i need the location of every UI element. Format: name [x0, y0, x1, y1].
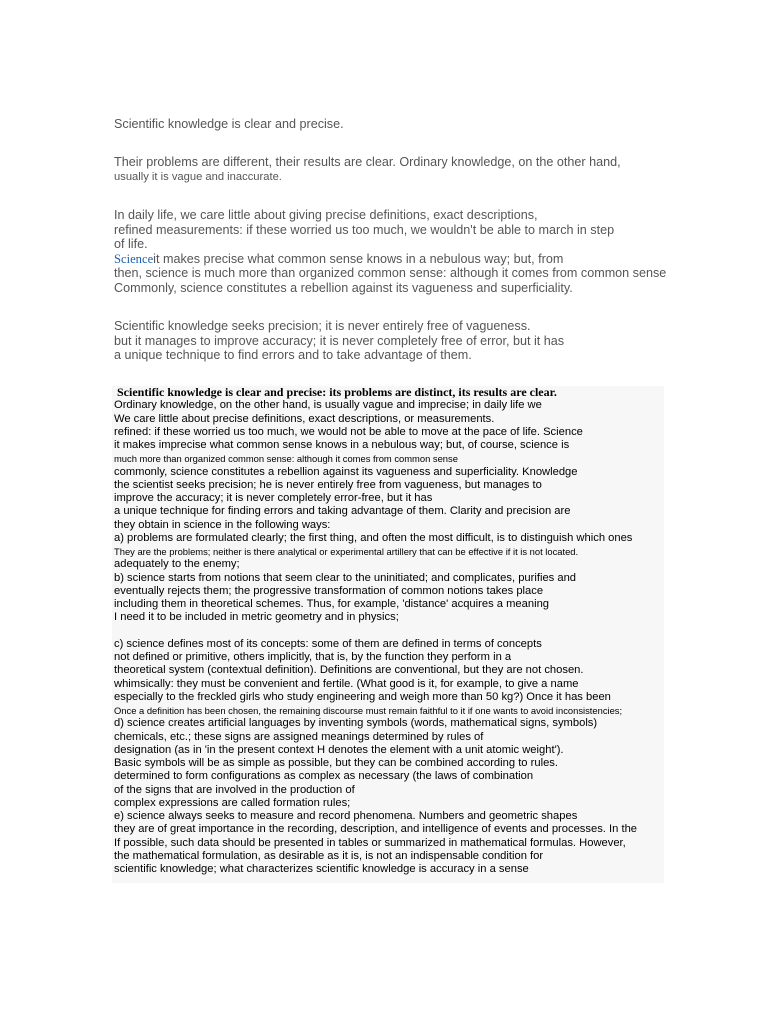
- passage-line: I need it to be included in metric geometry and in physics;: [114, 611, 399, 624]
- passage-line: the scientist seeks precision; he is never entirely free from vagueness, but manages to: [114, 478, 542, 491]
- passage-line: complex expressions are called formation rules;: [114, 796, 351, 809]
- passage-line: not defined or primitive, others implicitly, that is, by the function they perform in a: [114, 651, 512, 663]
- passage-line: eventually rejects them; the progressive transformation of common notions takes place: [114, 584, 544, 597]
- passage-line: they are of great importance in the recording, description, and intelligence of events and processes. In the: [114, 823, 638, 836]
- passage-line: b) science starts from notions that seem clear to the uninitiated; and complicates, purifies and: [114, 571, 577, 584]
- text-line: In daily life, we care little about giving precise definitions, exact descriptions,: [114, 208, 538, 222]
- passage-line: e) science always seeks to measure and record phenomena. Numbers and geometric shapes: [114, 810, 578, 822]
- quoted-passage-box: [112, 386, 664, 883]
- passage-line: especially to the freckled girls who study engineering and weigh more than 50 kg?) Once it has been: [114, 690, 611, 703]
- text-line: then, science is much more than organized common sense: although it comes from common sense: [114, 266, 667, 281]
- intro-paragraph-2: [114, 155, 621, 184]
- passage-line: c) science defines most of its concepts: some of them are defined in terms of concepts: [114, 637, 542, 650]
- passage-line: theoretical system (contextual definition). Definitions are conventional, but they are not chosen.: [114, 664, 584, 677]
- passage-line: improve the accuracy; it is never completely error-free, but it has: [114, 492, 433, 504]
- text-line: Their problems are different, their results are clear. Ordinary knowledge, on the other hand,: [114, 155, 621, 169]
- passage-line: designation (as in 'in the present context H denotes the element with a unit atomic weight').: [114, 743, 564, 756]
- passage-line: a unique technique for finding errors and taking advantage of them. Clarity and precision are: [114, 505, 571, 518]
- text-line: Commonly, science constitutes a rebellion against its vagueness and superficiality.: [114, 280, 573, 295]
- passage-heading: Scientific knowledge is clear and precise: its problems are distinct, its results are clear.: [117, 385, 557, 399]
- text-fragment: it makes precise what common sense knows in a nebulous way; but, from: [153, 251, 564, 266]
- text-line: Scientific knowledge seeks precision; it is never entirely free of vagueness.: [114, 319, 531, 333]
- text-line: [114, 252, 666, 267]
- passage-line: determined to form configurations as complex as necessary (the laws of combination: [114, 770, 534, 783]
- passage-line: refined: if these worried us too much, we would not be able to move at the pace of life. Science: [114, 425, 583, 438]
- intro-paragraph-1: [114, 117, 344, 132]
- passage-line: adequately to the enemy;: [114, 558, 240, 571]
- text-line: but it manages to improve accuracy; it is never completely free of error, but it has: [114, 333, 565, 348]
- text-line: Scientific knowledge is clear and precise.: [114, 117, 344, 131]
- quoted-passage-text: [114, 386, 637, 876]
- passage-line: of the signs that are involved in the production of: [114, 783, 355, 796]
- passage-line: d) science creates artificial languages by inventing symbols (words, mathematical signs, symbols): [114, 717, 598, 730]
- intro-paragraph-4: [114, 319, 564, 363]
- passage-line: they obtain in science in the following ways:: [114, 518, 331, 531]
- passage-line: the mathematical formulation, as desirable as it is, is not an indispensable condition for: [114, 849, 544, 862]
- passage-line: it makes imprecise what common sense knows in a nebulous way; but, of course, science is: [114, 439, 570, 451]
- text-line: a unique technique to find errors and to take advantage of them.: [114, 348, 472, 363]
- text-line: refined measurements: if these worried us too much, we wouldn't be able to march in step: [114, 222, 615, 237]
- blank-line: [114, 625, 637, 638]
- intro-paragraph-3: [114, 208, 666, 296]
- passage-line: including them in theoretical schemes. Thus, for example, 'distance' acquires a meaning: [114, 598, 550, 610]
- passage-line: Once a definition has been chosen, the remaining discourse must remain faithful to it if one wants to avoid inconsistencies;: [114, 705, 623, 716]
- science-link[interactable]: Science: [114, 251, 154, 266]
- passage-line: whimsically: they must be convenient and fertile. (What good is it, for example, to give a name: [114, 677, 579, 690]
- passage-line: Basic symbols will be as simple as possible, but they can be combined according to rules.: [114, 757, 558, 769]
- passage-line: scientific knowledge; what characterizes scientific knowledge is accuracy in a sense: [114, 863, 529, 875]
- passage-line: We care little about precise definitions, exact descriptions, or measurements.: [114, 412, 495, 425]
- passage-line: commonly, science constitutes a rebellion against its vagueness and superficiality. Knowledge: [114, 465, 578, 478]
- passage-line: much more than organized common sense: although it comes from common sense: [114, 453, 458, 465]
- passage-line: chemicals, etc.; these signs are assigned meanings determined by rules of: [114, 730, 484, 743]
- text-line: usually it is vague and inaccurate.: [114, 170, 282, 183]
- passage-line: Ordinary knowledge, on the other hand, is usually vague and imprecise; in daily life we: [114, 399, 542, 412]
- text-line: of life.: [114, 237, 148, 252]
- passage-line: They are the problems; neither is there analytical or experimental artillery that can be effective if it is not located.: [114, 546, 579, 557]
- passage-line: If possible, such data should be presented in tables or summarized in mathematical formulas. However,: [114, 836, 626, 849]
- passage-line: a) problems are formulated clearly; the first thing, and often the most difficult, is to distinguish which ones: [114, 531, 633, 544]
